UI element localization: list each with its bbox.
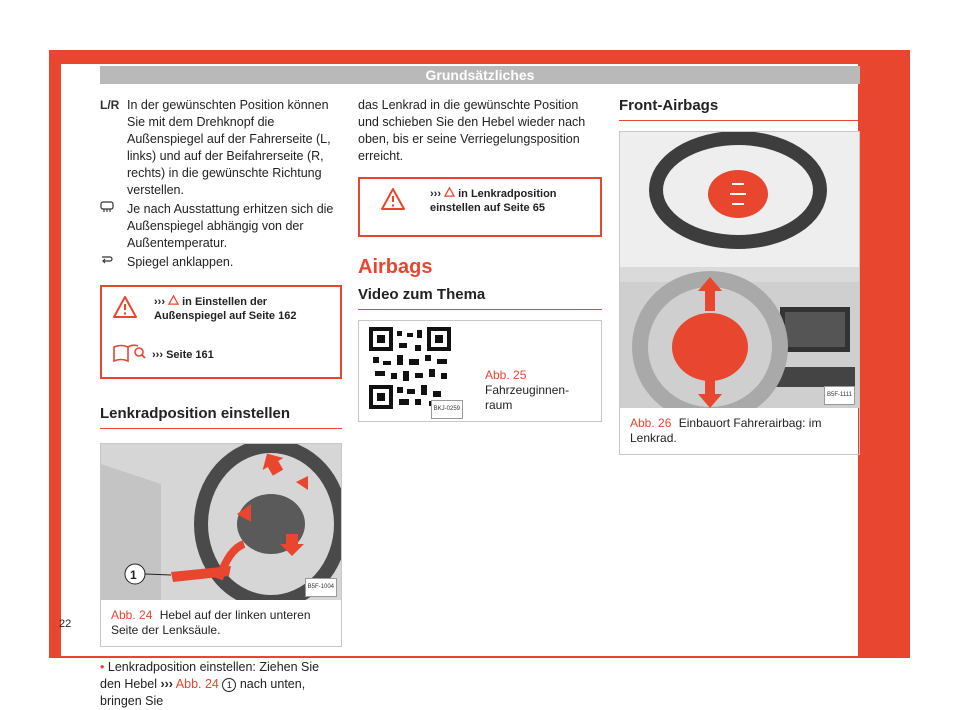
warning-triangle-icon xyxy=(380,187,410,215)
figure-ref-link[interactable]: Abb. 24 xyxy=(175,677,219,691)
ref-arrows: ››› xyxy=(154,296,165,308)
figure-number: Abb. 26 xyxy=(630,416,672,430)
ref-arrows: ››› xyxy=(152,349,163,361)
warning-ref xyxy=(430,187,590,215)
steering-lever-illustration xyxy=(101,444,341,600)
airbag-illustration xyxy=(620,132,859,408)
section-title-lenkrad: Lenkradposition einstellen xyxy=(100,405,342,429)
warning-ref-link[interactable]: in Einstellen der Außenspiegel auf Seite 162 xyxy=(154,296,297,322)
warning-box xyxy=(358,177,602,237)
list-item-text: Spiegel anklappen. xyxy=(127,255,234,269)
book-ref-row xyxy=(112,341,330,369)
figure-code: B5F-1004 xyxy=(305,578,337,597)
qr-code[interactable] xyxy=(359,321,469,421)
warning-small-icon xyxy=(444,187,455,197)
list-item xyxy=(100,97,342,199)
page-header: Grundsätzliches xyxy=(100,66,860,84)
warning-ref xyxy=(154,295,330,323)
figure-number: Abb. 24 xyxy=(111,608,153,622)
warning-ref-link[interactable]: in Lenkradposition einstellen auf Seite 65 xyxy=(430,188,557,214)
list-item xyxy=(100,254,342,271)
continued-text: das Lenkrad in die gewünschte Position und schieben Sie den Hebel wieder nach oben, bis er seine Verriegelungsposition erreicht. xyxy=(358,98,586,163)
figure-caption xyxy=(101,600,341,646)
left-column xyxy=(100,97,342,710)
fold-mirror-icon xyxy=(100,254,127,271)
figure-caption xyxy=(620,408,859,454)
warning-box xyxy=(100,285,342,379)
book-ref-link[interactable]: Seite 161 xyxy=(166,349,214,361)
figure-video-qr xyxy=(358,320,602,422)
warning-ref-row xyxy=(112,295,330,335)
bullet-icon: • xyxy=(100,660,105,674)
bullet-text-a: Lenkradposition einstellen: Ziehen Sie den Hebel xyxy=(100,660,320,691)
list-item-text: Je nach Ausstattung erhitzen sich die Außenspiegel abhängig von der Außentemperatur. xyxy=(127,202,334,250)
lr-symbol: L/R xyxy=(100,98,120,112)
book-ref xyxy=(152,348,214,362)
instruction-bullet xyxy=(100,659,342,710)
section-title-video: Video zum Thema xyxy=(358,286,602,310)
chapter-title: Airbags xyxy=(358,256,433,278)
list-item-text: In der gewünschten Position können Sie mit dem Drehknopf die Außenspiegel auf der Fahrerseite (L, links) und auf der Beifahrerseite (R, rechts) in die gewünschte Richtung verstellen. xyxy=(127,98,331,197)
caption-text: Einbauort Fahrerairbag: im Lenkrad. xyxy=(630,416,822,445)
warning-ref-row xyxy=(370,187,590,227)
figure-caption xyxy=(469,360,601,421)
figure-callout: 1 xyxy=(130,568,137,582)
list-item xyxy=(100,201,342,252)
warning-small-icon xyxy=(168,295,179,305)
figure-steering-lever xyxy=(100,443,342,647)
bullet-text-b: nach unten, bringen Sie xyxy=(100,677,306,708)
right-column xyxy=(619,97,860,455)
figure-number: Abb. 25 xyxy=(485,368,527,382)
figure-code: B5F-1111 xyxy=(824,386,855,405)
ref-arrows: ››› xyxy=(430,188,441,200)
ref-arrows: ››› xyxy=(160,677,173,691)
mirror-controls-list xyxy=(100,97,342,271)
callout-badge: 1 xyxy=(222,678,236,692)
figure-front-airbag xyxy=(619,131,860,455)
caption-text: Hebel auf der linken unteren Seite der Lenksäule. xyxy=(111,608,311,637)
caption-text: Fahrzeuginnenraum xyxy=(485,383,570,412)
section-title-front-airbags: Front-Airbags xyxy=(619,97,860,121)
warning-triangle-icon xyxy=(112,295,142,323)
heat-mirror-icon xyxy=(100,201,127,252)
middle-column xyxy=(358,97,602,422)
book-icon xyxy=(112,341,142,369)
figure-code: BKJ-0259 xyxy=(431,400,463,419)
page-number: 22 xyxy=(59,618,72,630)
